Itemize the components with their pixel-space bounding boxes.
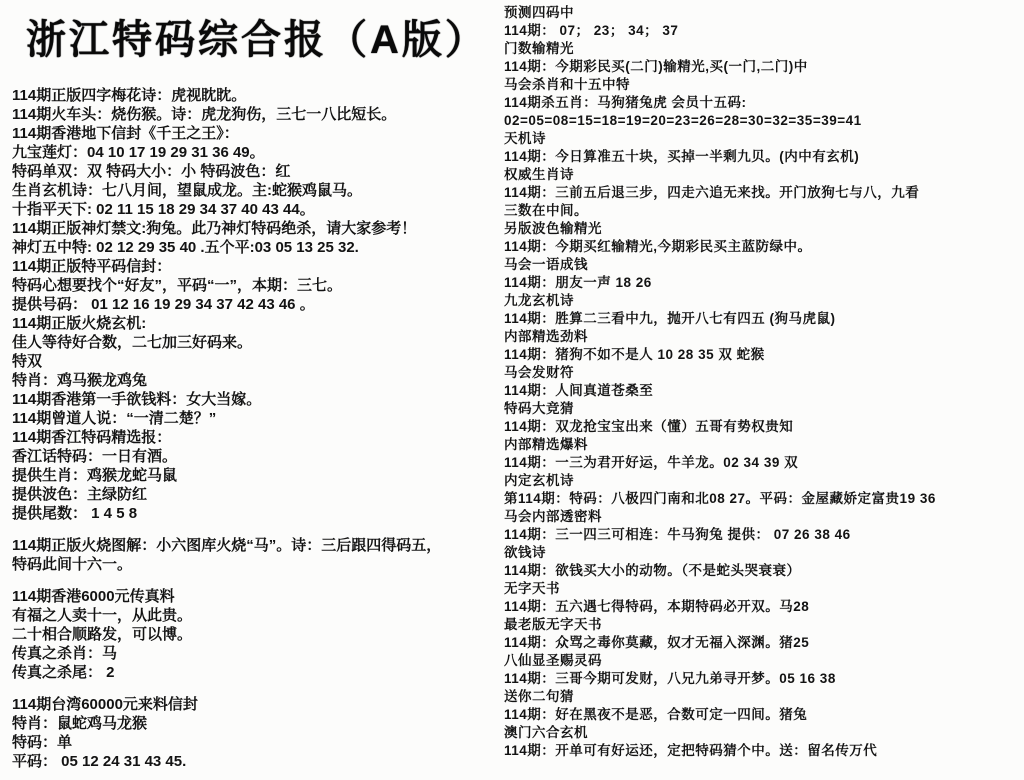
text-line: 114期香港第一手欲钱料：女大当嫁。	[12, 391, 262, 408]
text-line: 三数在中间。	[504, 203, 588, 218]
text-line: 114期火车头：烧伤猴。诗：虎龙狗伤，三七一八比短长。	[12, 106, 397, 123]
text-line: 114期：一三为君开好运，牛羊龙。02 34 39 双	[504, 455, 799, 470]
text-line: 十指平天下: 02 11 15 18 29 34 37 40 43 44。	[12, 201, 315, 218]
text-line: 114期：开单可有好运还，定把特码猜个中。送：留名传万代	[504, 743, 878, 758]
text-line: 114期：胜算二三看中九，抛开八七有四五 (狗马虎鼠)	[504, 311, 836, 326]
text-line: 114期正版特平码信封：	[12, 258, 172, 275]
left-column	[12, 86, 504, 771]
text-line: 114期正版四字梅花诗：虎视眈眈。	[12, 87, 247, 104]
text-line: 九龙玄机诗	[504, 293, 574, 308]
text-line: 114期： 07； 23； 34； 37	[504, 23, 679, 38]
text-line: 特码单双：双 特码大小：小 特码波色：红	[12, 163, 291, 180]
text-line: 特码此间十六一。	[12, 556, 133, 573]
right-column	[504, 4, 1020, 760]
text-line: 另版波色输精光	[504, 221, 602, 236]
text-line: 九宝莲灯：04 10 17 19 29 31 36 49。	[12, 144, 265, 161]
text-line: 天机诗	[504, 131, 546, 146]
text-line: 平码： 05 12 24 31 43 45.	[12, 753, 187, 770]
text-line: 特码大竞猜	[504, 401, 574, 416]
text-line: 八仙显圣赐灵码	[504, 653, 602, 668]
page-title: 浙江特码综合报（A版）	[26, 18, 488, 62]
text-line: 114期：今期彩民买(二门)输精光,买(一门,二门)中	[504, 59, 808, 74]
text-line: 114期：今期买红输精光,今期彩民买主蓝防绿中。	[504, 239, 812, 254]
text-line: 传真之杀肖：马	[12, 645, 118, 662]
text-line	[12, 682, 504, 695]
text-line: 传真之杀尾： 2	[12, 664, 115, 681]
text-line: 送你二句猜	[504, 689, 574, 704]
text-line: 114期正版火烧玄机:	[12, 315, 147, 332]
text-line: 有福之人卖十一，从此贵。	[12, 607, 193, 624]
text-line: 114期香港地下信封《千王之王》：	[12, 125, 239, 142]
text-line: 第114期：特码：八极四门南和北08 27。平码：金屋藏娇定富贵19 36	[504, 491, 936, 506]
text-line: 114期杀五肖：马狗猪兔虎 会员十五码:	[504, 95, 747, 110]
text-line: 生肖玄机诗：七八月间，望鼠成龙。主:蛇猴鸡鼠马。	[12, 182, 362, 199]
text-line: 114期正版火烧图解：小六图库火烧“马”。诗：三后跟四得码五，	[12, 537, 442, 554]
text-line: 内部精选劲料	[504, 329, 588, 344]
text-line: 特肖：鼠蛇鸡马龙猴	[12, 715, 148, 732]
text-line: 欲钱诗	[504, 545, 546, 560]
text-line: 马会一语成钱	[504, 257, 588, 272]
text-line: 二十相合顺路发，可以博。	[12, 626, 193, 643]
text-line: 114期：欲钱买大小的动物。（不是蛇头哭衰衰）	[504, 563, 801, 578]
text-line: 114期：众骂之毒你莫藏，奴才无福入深渊。猪25	[504, 635, 810, 650]
text-line: 114期：双龙抢宝宝出来（懂）五哥有势权贵知	[504, 419, 794, 434]
text-line: 114期曾道人说：“一清二楚？”	[12, 410, 217, 427]
text-line: 香江话特码：一日有酒。	[12, 448, 178, 465]
text-line: 114期：今日算准五十块，买掉一半剩九贝。(内中有玄机)	[504, 149, 860, 164]
text-line: 114期：三一四三可相连：牛马狗兔 提供： 07 26 38 46	[504, 527, 851, 542]
text-line: 内部精选爆料	[504, 437, 588, 452]
text-line: 114期：朋友一声 18 26	[504, 275, 652, 290]
text-line	[12, 523, 504, 536]
text-line: 马会内部透密料	[504, 509, 602, 524]
text-line: 114期正版神灯禁文:狗兔。此乃神灯特码绝杀，请大家参考！	[12, 220, 417, 237]
text-line: 114期台湾60000元来料信封	[12, 696, 198, 713]
text-line: 特码：单	[12, 734, 73, 751]
text-line	[12, 574, 504, 587]
text-line: 提供波色：主绿防红	[12, 486, 148, 503]
text-line: 澳门六合玄机	[504, 725, 588, 740]
text-line: 无字天书	[504, 581, 560, 596]
text-line: 马会杀肖和十五中特	[504, 77, 630, 92]
text-line: 特肖：鸡马猴龙鸡兔	[12, 372, 148, 389]
text-line: 特双	[12, 353, 43, 370]
text-line: 114期：人间真道苍桑至	[504, 383, 654, 398]
text-line: 权威生肖诗	[504, 167, 574, 182]
text-line: 114期：好在黑夜不是恶，合数可定一四间。猪兔	[504, 707, 808, 722]
text-line: 02=05=08=15=18=19=20=23=26=28=30=32=35=39=41	[504, 113, 862, 128]
text-line: 提供号码： 01 12 16 19 29 34 37 42 43 46 。	[12, 296, 315, 313]
text-line: 114期香港6000元传真料	[12, 588, 175, 605]
text-line: 114期：猪狗不如不是人 10 28 35 双 蛇猴	[504, 347, 765, 362]
text-line: 114期香江特码精选报：	[12, 429, 172, 446]
text-line: 114期：五六遇七得特码，本期特码必开双。马28	[504, 599, 810, 614]
text-line: 预测四码中	[504, 5, 574, 20]
text-line: 马会发财符	[504, 365, 574, 380]
text-line: 提供生肖：鸡猴龙蛇马鼠	[12, 467, 178, 484]
text-line: 114期：三哥今期可发财，八兄九弟寻开梦。05 16 38	[504, 671, 836, 686]
text-line: 114期：三前五后退三步，四走六追无来找。开门放狗七与八，九看	[504, 185, 920, 200]
text-line: 最老版无字天书	[504, 617, 602, 632]
text-line: 内定玄机诗	[504, 473, 574, 488]
text-line: 神灯五中特: 02 12 29 35 40 .五个平:03 05 13 25 32.	[12, 239, 359, 256]
text-line: 提供尾数： 1 4 5 8	[12, 505, 138, 522]
text-line: 门数输精光	[504, 41, 574, 56]
text-line: 特码心想要找个“好友”，平码“一”，本期：三七。	[12, 277, 343, 294]
text-line: 佳人等待好合数，二七加三好码来。	[12, 334, 253, 351]
